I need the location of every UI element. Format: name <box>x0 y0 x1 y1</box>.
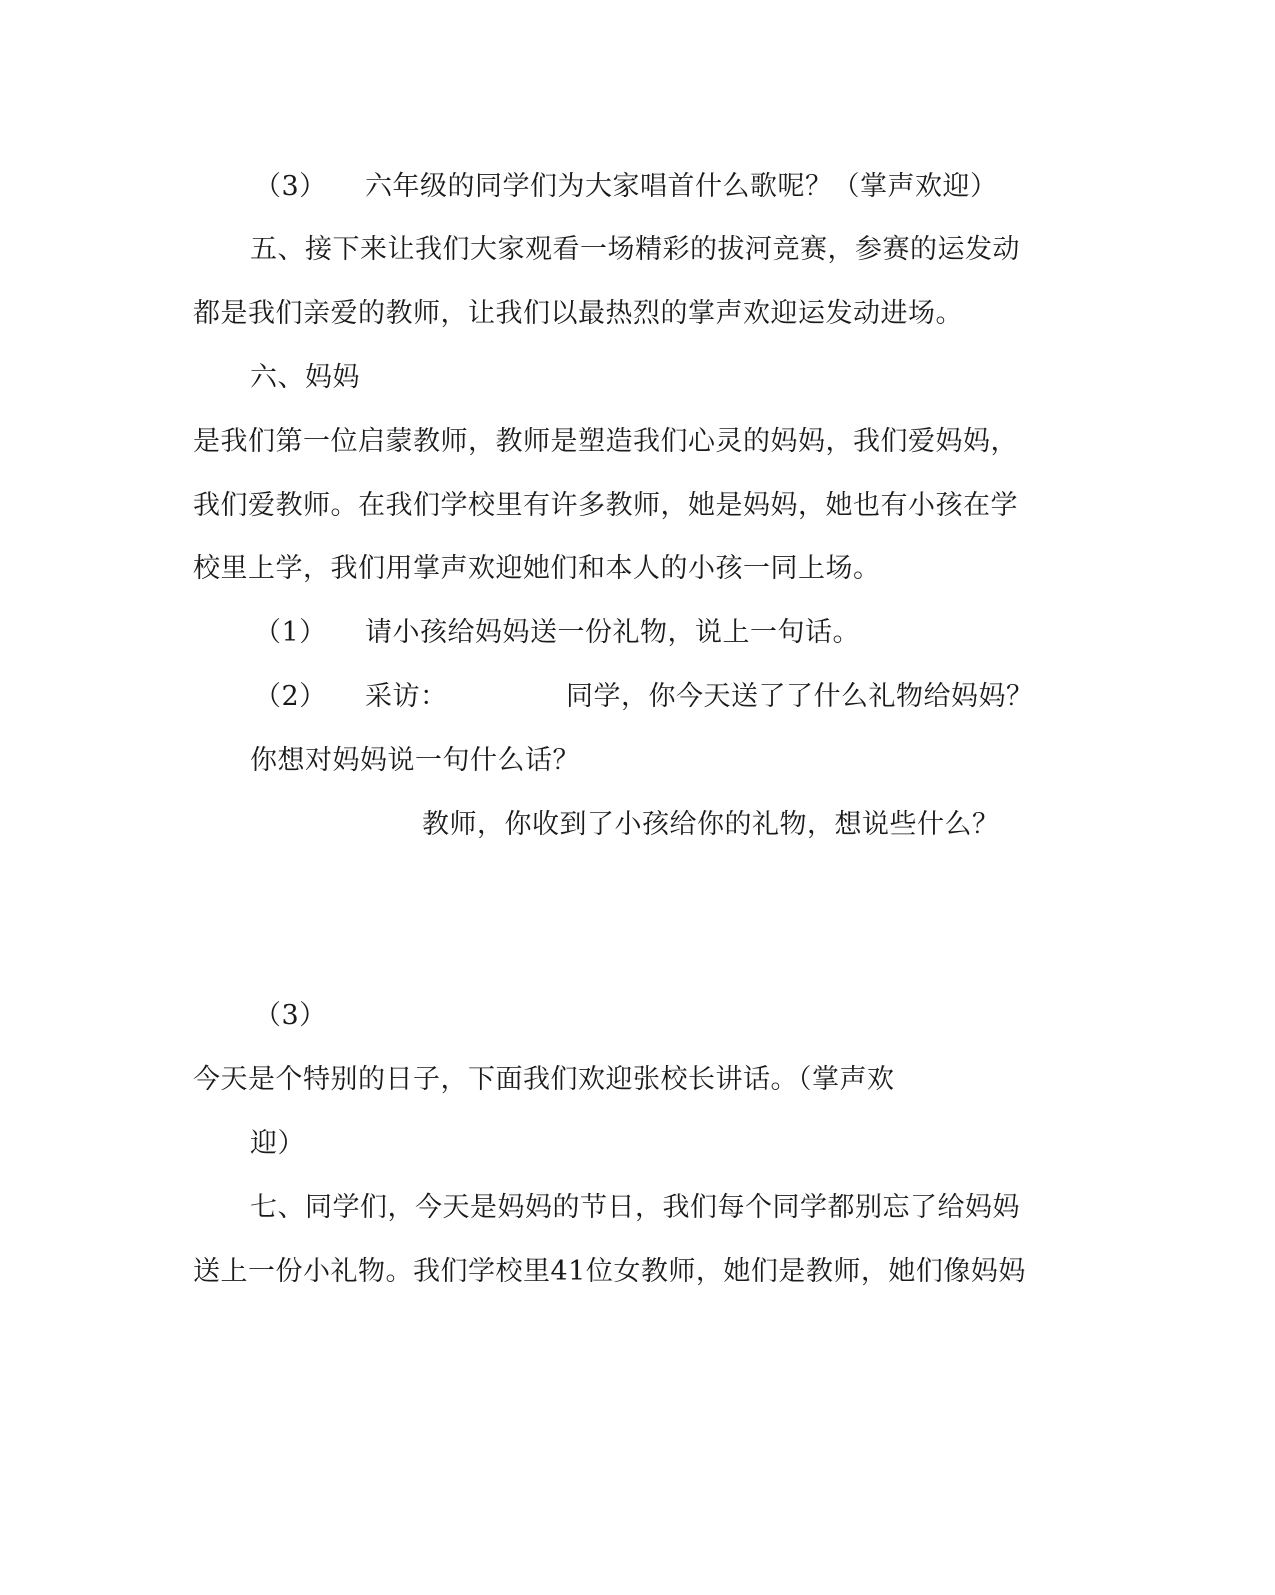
paragraph-line: 是我们第一位启蒙教师，教师是塑造我们心灵的妈妈，我们爱妈妈， <box>193 426 1018 457</box>
paragraph-line: 都是我们亲爱的教师，让我们以最热烈的掌声欢迎运发动进场。 <box>193 298 963 329</box>
paragraph-line: 六年级的同学们为大家唱首什么歌呢？（掌声欢迎） <box>365 171 998 202</box>
paragraph-line: 迎） <box>250 1128 305 1159</box>
paragraph-line: 你想对妈妈说一句什么话？ <box>250 745 580 776</box>
section-heading-line: 五、接下来让我们大家观看一场精彩的拔河竞赛，参赛的运发动 <box>250 234 1020 265</box>
paragraph-line: 同学，你今天送了了什么礼物给妈妈？ <box>566 681 1034 712</box>
section-heading-line: 六、妈妈 <box>250 362 360 393</box>
paragraph-line: 请小孩给妈妈送一份礼物，说上一句话。 <box>365 617 860 648</box>
item-number: （3） <box>254 171 327 202</box>
paragraph-line: 校里上学，我们用掌声欢迎她们和本人的小孩一同上场。 <box>193 553 881 584</box>
paragraph-line: 教师，你收到了小孩给你的礼物，想说些什么？ <box>422 809 1000 840</box>
paragraph-line: 送上一份小礼物。我们学校里41位女教师，她们是教师，她们像妈妈 <box>193 1256 1026 1287</box>
interview-label: 采访： <box>365 681 448 712</box>
item-number: （2） <box>254 681 327 712</box>
item-number: （1） <box>254 617 327 648</box>
paragraph-line: 今天是个特别的日子，下面我们欢迎张校长讲话。（掌声欢 <box>193 1064 895 1095</box>
paragraph-line: 我们爱教师。在我们学校里有许多教师，她是妈妈，她也有小孩在学 <box>193 490 1018 521</box>
section-heading-line: 七、同学们，今天是妈妈的节日，我们每个同学都别忘了给妈妈 <box>250 1192 1020 1223</box>
item-number: （3） <box>254 1000 327 1031</box>
